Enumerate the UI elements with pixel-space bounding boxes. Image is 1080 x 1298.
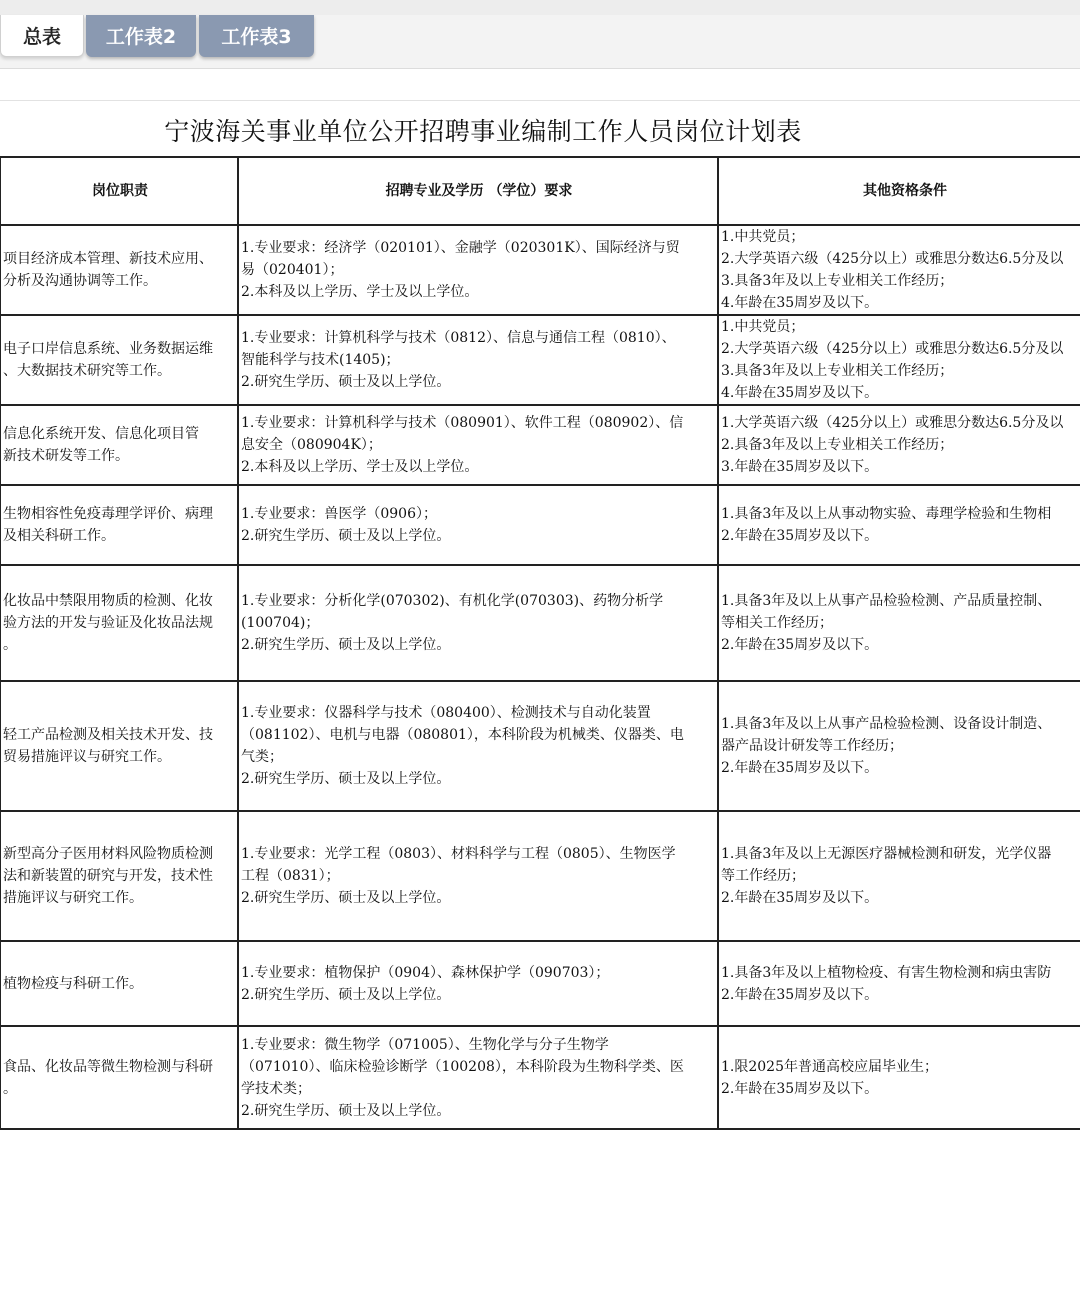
cell-other-line: 2.大学英语六级（425分以上）或雅思分数达6.5分及以 — [721, 251, 1064, 267]
sheet-title: 宁波海关事业单位公开招聘事业编制工作人员岗位计划表 — [164, 117, 802, 146]
cell-other-line: 1.具备3年及以上植物检疫、有害生物检测和病虫害防 — [721, 964, 1052, 981]
cell-major-line: 1.专业要求：微生物学（071005）、生物化学与分子生物学 — [241, 1036, 609, 1053]
cell-other-line: 器产品设计研发等工作经历； — [721, 738, 903, 754]
cell-other-line: 等工作经历； — [721, 868, 805, 884]
cell-other-line: 1.具备3年及以上从事动物实验、毒理学检验和生物相 — [721, 506, 1052, 522]
cell-other-line: 3.具备3年及以上专业相关工作经历； — [721, 273, 954, 289]
sheet-tab-bar — [0, 15, 1080, 69]
cell-major-line: 1.专业要求：计算机科学与技术（080901）、软件工程（080902）、信 — [241, 415, 684, 431]
cell-major[interactable] — [238, 485, 718, 565]
cell-major[interactable] — [238, 315, 718, 405]
cell-duty[interactable] — [0, 811, 238, 941]
table-row — [0, 485, 1080, 565]
cell-major-line: 2.研究生学历、硕士及以上学位。 — [241, 986, 451, 1003]
cell-other[interactable] — [718, 405, 1080, 485]
cell-major-line: 2.研究生学历、硕士及以上学位。 — [241, 890, 451, 906]
cell-other-line: 2.年龄在35周岁及以下。 — [721, 986, 879, 1003]
cell-other-line: 4.年龄在35周岁及以下。 — [721, 385, 879, 401]
cell-duty[interactable] — [0, 315, 238, 405]
cell-duty-line: 验方法的开发与验证及化妆品法规 — [3, 615, 213, 631]
cell-duty-line: 。 — [3, 1080, 17, 1097]
cell-other[interactable] — [718, 315, 1080, 405]
cell-major-line: 2.研究生学历、硕士及以上学位。 — [241, 637, 451, 653]
cell-major-line: 1.专业要求：分析化学(070302)、有机化学(070303)、药物分析学 — [241, 593, 664, 609]
cell-duty-line: 生物相容性免疫毒理学评价、病理 — [3, 506, 213, 522]
cell-other[interactable] — [718, 485, 1080, 565]
header-major-line-1: 招聘专业及学历 — [385, 183, 484, 199]
tab-summary-sheet[interactable]: 总表 — [0, 15, 84, 57]
cell-duty-line: 信息化系统开发、信息化项目管 — [3, 426, 199, 442]
cell-duty-line: 措施评议与研究工作。 — [3, 890, 143, 906]
cell-major-line: 2.研究生学历、硕士及以上学位。 — [241, 374, 451, 390]
cell-duty-line: 植物检疫与科研工作。 — [3, 975, 143, 992]
cell-major-line: 气类； — [241, 749, 283, 765]
table-row — [0, 1026, 1080, 1129]
cell-major-line: 2.研究生学历、硕士及以上学位。 — [241, 1102, 451, 1119]
table-row — [0, 811, 1080, 941]
cell-duty[interactable] — [0, 681, 238, 811]
cell-duty-line: 、大数据技术研究等工作。 — [3, 363, 171, 379]
table-header-row — [0, 157, 1080, 225]
cell-other-line: 2.年龄在35周岁及以下。 — [721, 637, 879, 653]
position-plan-table — [0, 156, 1080, 1130]
cell-duty-line: 及相关科研工作。 — [3, 528, 115, 544]
cell-major[interactable] — [238, 941, 718, 1026]
cell-major-line: 2.研究生学历、硕士及以上学位。 — [241, 771, 451, 787]
cell-major-line: 1.专业要求：植物保护（0904）、森林保护学（090703）； — [241, 964, 610, 981]
cell-duty-line: 项目经济成本管理、新技术应用、 — [3, 251, 213, 267]
header-major[interactable] — [238, 157, 718, 225]
cell-major-line: 智能科学与技术(1405)； — [241, 352, 400, 368]
cell-duty-line: 贸易措施评议与研究工作。 — [3, 749, 171, 765]
cell-major-line: 2.本科及以上学历、学士及以上学位。 — [241, 459, 479, 475]
cell-other-line: 1.中共党员； — [721, 229, 805, 245]
cell-duty-line: 轻工产品检测及相关技术开发、技 — [3, 727, 213, 743]
cell-major[interactable] — [238, 1026, 718, 1129]
cell-duty[interactable] — [0, 941, 238, 1026]
cell-major-line: 2.研究生学历、硕士及以上学位。 — [241, 528, 451, 544]
cell-major-line: （081102）、电机与电器（080801），本科阶段为机械类、仪器类、电 — [241, 727, 684, 743]
cell-major-line: 工程（0831）； — [241, 868, 340, 884]
cell-major[interactable] — [238, 225, 718, 315]
cell-other-line: 3.年龄在35周岁及以下。 — [721, 459, 879, 475]
cell-other-line: 2.具备3年及以上专业相关工作经历； — [721, 437, 954, 453]
cell-other-line: 3.具备3年及以上专业相关工作经历； — [721, 363, 954, 379]
cell-other[interactable] — [718, 225, 1080, 315]
cell-other-line: 1.大学英语六级（425分以上）或雅思分数达6.5分及以 — [721, 415, 1064, 431]
sheet-top-border — [0, 100, 1080, 101]
table-row — [0, 405, 1080, 485]
cell-other-line: 1.具备3年及以上从事产品检验检测、产品质量控制、 — [721, 593, 1052, 609]
cell-major[interactable] — [238, 405, 718, 485]
cell-major[interactable] — [238, 681, 718, 811]
cell-other-line: 1.限2025年普通高校应届毕业生； — [721, 1058, 938, 1075]
cell-major-line: 学技术类； — [241, 1080, 311, 1097]
cell-major-line: 2.本科及以上学历、学士及以上学位。 — [241, 284, 479, 300]
cell-other[interactable] — [718, 565, 1080, 681]
cell-duty-line: 食品、化妆品等微生物检测与科研 — [3, 1058, 213, 1075]
cell-major-line: (100704)； — [241, 615, 320, 631]
cell-major-line: 易（020401）； — [241, 262, 344, 278]
cell-major-line: 1.专业要求：经济学（020101）、金融学（020301K）、国际经济与贸 — [241, 240, 680, 256]
cell-major-line: 1.专业要求：仪器科学与技术（080400）、检测技术与自动化装置 — [241, 705, 651, 721]
cell-other-line: 2.年龄在35周岁及以下。 — [721, 528, 879, 544]
cell-duty-line: 新技术研发等工作。 — [3, 448, 129, 464]
table-row — [0, 565, 1080, 681]
table-row — [0, 225, 1080, 315]
cell-other[interactable] — [718, 941, 1080, 1026]
cell-duty-line: 法和新装置的研究与开发，技术性 — [3, 868, 213, 884]
cell-other-line: 2.年龄在35周岁及以下。 — [721, 760, 879, 776]
cell-duty-line: 。 — [3, 637, 17, 653]
table-row — [0, 681, 1080, 811]
cell-major-line: 1.专业要求：计算机科学与技术（0812）、信息与通信工程（0810）、 — [241, 330, 676, 346]
cell-major-line: 1.专业要求：兽医学（0906）； — [241, 506, 437, 522]
cell-duty-line: 电子口岸信息系统、业务数据运维 — [3, 341, 213, 357]
cell-major[interactable] — [238, 565, 718, 681]
cell-other-line: 1.具备3年及以上从事产品检验检测、设备设计制造、 — [721, 716, 1052, 732]
table-row — [0, 315, 1080, 405]
cell-duty-line: 化妆品中禁限用物质的检测、化妆 — [3, 593, 213, 609]
cell-other-line: 4.年龄在35周岁及以下。 — [721, 295, 879, 311]
cell-other-line: 2.年龄在35周岁及以下。 — [721, 1080, 879, 1097]
table-row — [0, 941, 1080, 1026]
header-major-line-2: （学位）要求 — [488, 183, 573, 199]
cell-duty[interactable] — [0, 485, 238, 565]
cell-other-line: 2.年龄在35周岁及以下。 — [721, 890, 879, 906]
cell-other-line: 等相关工作经历； — [721, 615, 833, 631]
cell-other-line: 1.具备3年及以上无源医疗器械检测和研发，光学仪器 — [721, 846, 1052, 862]
cell-duty[interactable] — [0, 405, 238, 485]
cell-other[interactable] — [718, 811, 1080, 941]
tab-sheet-2[interactable]: 工作表2 — [86, 15, 196, 57]
cell-duty[interactable] — [0, 1026, 238, 1129]
cell-other-line: 2.大学英语六级（425分以上）或雅思分数达6.5分及以 — [721, 341, 1064, 357]
cell-duty-line: 新型高分子医用材料风险物质检测 — [3, 846, 213, 862]
cell-major[interactable] — [238, 811, 718, 941]
cell-other[interactable] — [718, 681, 1080, 811]
cell-other-line: 1.中共党员； — [721, 319, 805, 335]
cell-major-line: （071010）、临床检验诊断学（100208），本科阶段为生物科学类、医 — [241, 1058, 684, 1075]
cell-major-line: 1.专业要求：光学工程（0803）、材料科学与工程（0805）、生物医学 — [241, 846, 676, 862]
header-duty[interactable]: 岗位职责 — [0, 157, 238, 225]
cell-major-line: 息安全（080904K）； — [241, 437, 382, 453]
cell-other[interactable] — [718, 1026, 1080, 1129]
window-top-strip — [0, 0, 1080, 15]
tab-sheet-3[interactable]: 工作表3 — [199, 15, 314, 57]
header-other[interactable]: 其他资格条件 — [718, 157, 1080, 225]
cell-duty[interactable] — [0, 225, 238, 315]
cell-duty[interactable] — [0, 565, 238, 681]
cell-duty-line: 分析及沟通协调等工作。 — [3, 273, 157, 289]
